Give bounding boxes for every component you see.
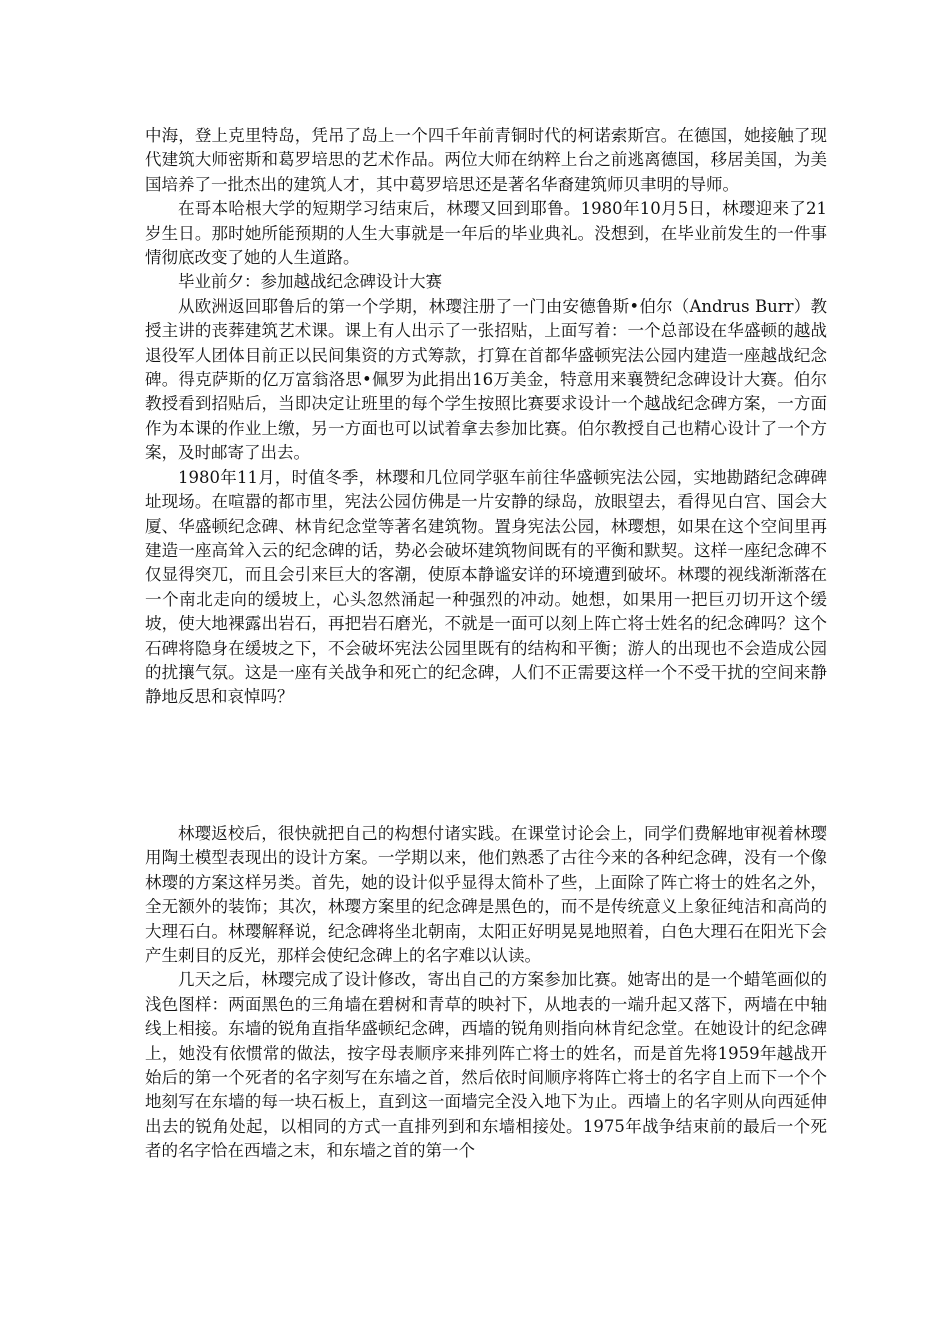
paragraph-6: 几天之后，林璎完成了设计修改，寄出自己的方案参加比赛。她寄出的是一个蜡笔画似的浅色图样：两面黑色的三角墙在碧树和青草的映衬下，从地表的一端升起又落下，两墙在中轴线上相接。东墙的锐角直指华盛顿纪念碑，西墙的锐角则指向林肯纪念堂。在她设计的纪念碑上，她没有依惯常的做法，按字母表顺序来排列阵亡将士的姓名，而是首先将1959年越战开始后的第一个死者的名字刻写在东墙之首，然后依时间顺序将阵亡将士的名字自上而下一个个地刻写在东墙的每一块石板上，直到这一面墙完全没入地下为止。西墙上的名字则从向西延伸出去的锐角处起，以相同的方式一直排列到和东墙相接处。1975年战争结束前的最后一个死者的名字恰在西墙之末，和东墙之首的第一个 [145,970,827,1161]
paragraph-2: 在哥本哈根大学的短期学习结束后，林璎又回到耶鲁。1980年10月5日，林璎迎来了21岁生日。那时她所能预期的人生大事就是一年后的毕业典礼。没想到，在毕业前发生的一件事情彻底改变了她的人生道路。 [145,199,827,268]
section-heading: 毕业前夕：参加越战纪念碑设计大赛 [178,272,442,292]
paragraph-1: 中海，登上克里特岛，凭吊了岛上一个四千年前青铜时代的柯诺索斯宫。在德国，她接触了现代建筑大师密斯和葛罗培思的艺术作品。两位大师在纳粹上台之前逃离德国，移居美国，为美国培养了一批杰出的建筑人才，其中葛罗培思还是著名华裔建筑师贝聿明的导师。 [145,126,827,194]
body-text-bottom [145,822,827,1164]
body-text-top [145,124,827,710]
paragraph-4: 1980年11月，时值冬季，林璎和几位同学驱车前往华盛顿宪法公园，实地勘踏纪念碑碑址现场。在喧嚣的都市里，宪法公园仿佛是一片安静的绿岛，放眼望去，看得见白宫、国会大厦、华盛顿纪念碑、林肯纪念堂等著名建筑物。置身宪法公园，林璎想，如果在这个空间里再建造一座高耸入云的纪念碑的话，势必会破坏建筑物间既有的平衡和默契。这样一座纪念碑不仅显得突兀，而且会引来巨大的客潮，使原本静谧安详的环境遭到破坏。林璎的视线渐渐落在一个南北走向的缓坡上，心头忽然涌起一种强烈的冲动。她想，如果用一把巨刃切开这个缓坡，使大地裸露出岩石，再把岩石磨光，不就是一面可以刻上阵亡将士姓名的纪念碑吗？这个石碑将隐身在缓坡之下，不会破坏宪法公园里既有的结构和平衡；游人的出现也不会造成公园的扰攘气氛。这是一座有关战争和死亡的纪念碑，人们不正需要这样一个不受干扰的空间来静静地反思和哀悼吗？ [145,467,827,707]
paragraph-3: 从欧洲返回耶鲁后的第一个学期，林璎注册了一门由安德鲁斯•伯尔（Andrus Burr）教授主讲的丧葬建筑艺术课。课上有人出示了一张招贴，上面写着：一个总部设在华盛顿的越战退役军人团体目前正以民间集资的方式筹款，打算在首都华盛顿宪法公园内建造一座越战纪念碑。得克萨斯的亿万富翁洛思•佩罗为此捐出16万美金，特意用来襄赞纪念碑设计大赛。伯尔教授看到招贴后，当即决定让班里的每个学生按照比赛要求设计一个越战纪念碑方案，一方面作为本课的作业上缴，另一方面也可以试着拿去参加比赛。伯尔教授自己也精心设计了一个方案，及时邮寄了出去。 [145,296,827,463]
paragraph-5: 林璎返校后，很快就把自己的构想付诸实践。在课堂讨论会上，同学们费解地审视着林璎用陶土模型表现出的设计方案。一学期以来，他们熟悉了古往今来的各种纪念碑，没有一个像林璎的方案这样另类。首先，她的设计似乎显得太简朴了些，上面除了阵亡将士的姓名之外，全无额外的装饰；其次，林璎方案里的纪念碑是黑色的，而不是传统意义上象征纯洁和高尚的大理石白。林璎解释说，纪念碑将坐北朝南，太阳正好明晃晃地照着，白色大理石在阳光下会产生刺目的反光，那样会使纪念碑上的名字难以认读。 [145,824,827,966]
